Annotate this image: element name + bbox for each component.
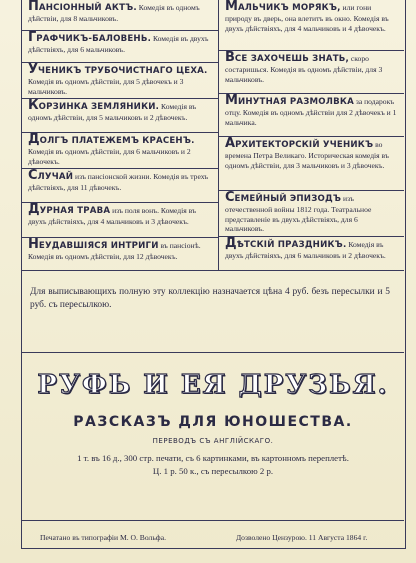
- drop-cap: Г: [28, 31, 37, 45]
- book-subtitle: РАЗСКАЗЪ ДЛЯ ЮНОШЕСТВА.: [73, 414, 353, 430]
- entry-title: ЧЕНИКЪ ТРУБОЧИСТНАГО ЦЕХА.: [38, 66, 208, 76]
- book-specs: [22, 452, 404, 478]
- entry-description: за подарокъ отцу. Комедія въ одномъ дѣйствіи для 2 дѣвочекъ и 1 мальчика.: [225, 97, 397, 127]
- entry-title: АНСІОННЫЙ АКТЪ.: [38, 3, 137, 13]
- entry-description: Комедія въ одномъ дѣйствіи, для 6 мальчиковъ и 2 дѣвочекъ.: [28, 146, 191, 166]
- drop-cap: Д: [28, 203, 40, 217]
- collection-price-note: Для выписывающихъ полную эту коллекцію назначается цѣна 4 руб. безъ пересылки и 5 руб. съ пересылкою.: [30, 287, 390, 310]
- entry-title: УРНАЯ ТРАВА: [39, 206, 111, 216]
- spec-line: 1 т. въ 16 д., 300 стр. печати, съ 6 картинками, въ картонномъ переплетѣ.: [77, 453, 349, 463]
- catalog-entry: [219, 51, 404, 94]
- catalog-entry: [22, 238, 218, 270]
- drop-cap: С: [28, 169, 38, 183]
- entry-description: изъ поля вонъ. Комедія въ двухъ дѣйствіяхъ, для 4 мальчиковъ и 3 дѣвочекъ.: [28, 206, 196, 226]
- entry-description: Комедія въ одномъ дѣйствіи, для 5 мальчиковъ и 2 дѣвочекъ.: [28, 102, 197, 122]
- catalog-entry: [22, 31, 218, 63]
- book-title: РУФЬ И ЕЯ ДРУЗЬЯ.: [37, 370, 389, 400]
- entry-title: ОЛГЪ ПЛАТЕЖЕМЪ КРАСЕНЪ.: [39, 136, 195, 146]
- entry-title: ИНУТНАЯ РАЗМОЛВКА: [237, 97, 354, 107]
- entry-description: Комедія въ двухъ дѣйствіяхъ, для 6 мальчиковъ и 2 дѣвочекъ.: [225, 240, 386, 260]
- entry-description: скоро состаришься. Комедія въ одномъ дѣйствіи, для 3 мальчиковъ.: [225, 54, 383, 84]
- drop-cap: М: [225, 0, 238, 14]
- catalog-entry: [219, 0, 404, 51]
- catalog-entry: [22, 99, 218, 133]
- entry-description: изъ отечественной войны 1812 года. Театральное представленіе въ двухъ дѣйствіяхъ, для 6 мальчиковъ.: [225, 194, 372, 234]
- entry-title: РАФЧИКЪ-БАЛОВЕНЬ.: [36, 34, 152, 44]
- catalog-entry: [22, 203, 218, 238]
- drop-cap: В: [225, 51, 235, 65]
- drop-cap: П: [28, 0, 39, 14]
- catalog-entry: [22, 133, 218, 169]
- entry-title: ОРЗИНКА ЗЕМЛЯНИКИ.: [38, 102, 160, 112]
- catalog-entry: [219, 137, 404, 191]
- entry-title: РХИТЕКТОРСКІЙ УЧЕНИКЪ: [235, 140, 374, 150]
- catalog-entry: [22, 0, 218, 31]
- entry-title: СЕ ЗАХОЧЕШЬ ЗНАТЬ,: [234, 54, 349, 64]
- entry-title: ЛУЧАЙ: [37, 172, 74, 182]
- entry-description: Комедія въ двухъ дѣйствіяхъ, для 6 мальчиковъ.: [28, 34, 209, 54]
- entry-description: изъ пансіонской жизни. Комедія въ трехъ дѣйствіяхъ, для 11 дѣвочекъ.: [28, 172, 209, 192]
- drop-cap: С: [225, 191, 235, 205]
- entry-title: ЕМЕЙНЫЙ ЭПИЗОДЪ: [234, 194, 342, 204]
- catalog-entry: [219, 94, 404, 137]
- catalog-entry: [22, 63, 218, 99]
- drop-cap: М: [225, 94, 238, 108]
- entry-description: во времена Петра Великаго. Историческая комедія въ одномъ дѣйствіи, для 3 мальчиковъ и 3 дѣвочекъ.: [225, 140, 389, 170]
- entry-description: въ пансіонѣ. Комедія въ одномъ дѣйствіи, для 12 дѣвочекъ.: [28, 241, 201, 261]
- entry-description: Комедія въ одномъ дѣйствіи, для 8 мальчиковъ.: [28, 3, 200, 23]
- entry-description: Комедія въ одномъ дѣйствіи, для 5 дѣвочекъ и 3 мальчиковъ.: [28, 76, 184, 96]
- catalog-left-column: [22, 0, 219, 270]
- catalog-entry: [22, 169, 218, 203]
- drop-cap: К: [28, 99, 39, 113]
- printer-line: Печатано въ типографіи М. О. Вольфа.: [40, 533, 166, 542]
- drop-cap: У: [28, 63, 39, 77]
- entry-title: ЕУДАВШІЯСЯ ИНТРИГИ: [38, 241, 159, 251]
- catalog-entry: [219, 237, 404, 270]
- drop-cap: А: [225, 137, 236, 151]
- entry-description: или гони природу въ дверь, она влетитъ въ окно. Комедія въ двухъ дѣйствіяхъ, для 4 мальчиковъ и 4 дѣвочекъ.: [225, 3, 389, 33]
- entry-title: ѢТСКІЙ ПРАЗДНИКЪ.: [236, 240, 347, 250]
- drop-cap: Н: [28, 238, 39, 252]
- drop-cap: Д: [225, 237, 237, 251]
- spec-line: Ц. 1 р. 50 к., съ пересылкою 2 р.: [152, 466, 274, 476]
- catalog-entry: [219, 191, 404, 237]
- footer-divider: [22, 520, 404, 521]
- catalog-grid: [22, 0, 404, 271]
- entry-title: АЛЬЧИКЪ МОРЯКЪ,: [237, 3, 341, 13]
- drop-cap: Д: [28, 133, 40, 147]
- catalog-right-column: [219, 0, 404, 270]
- translation-note: ПЕРЕВОДЪ СЪ АНГЛІЙСКАГО.: [152, 437, 274, 445]
- section-divider: [22, 352, 404, 353]
- censor-line: Дозволено Цензурою. 11 Августа 1864 г.: [236, 533, 368, 542]
